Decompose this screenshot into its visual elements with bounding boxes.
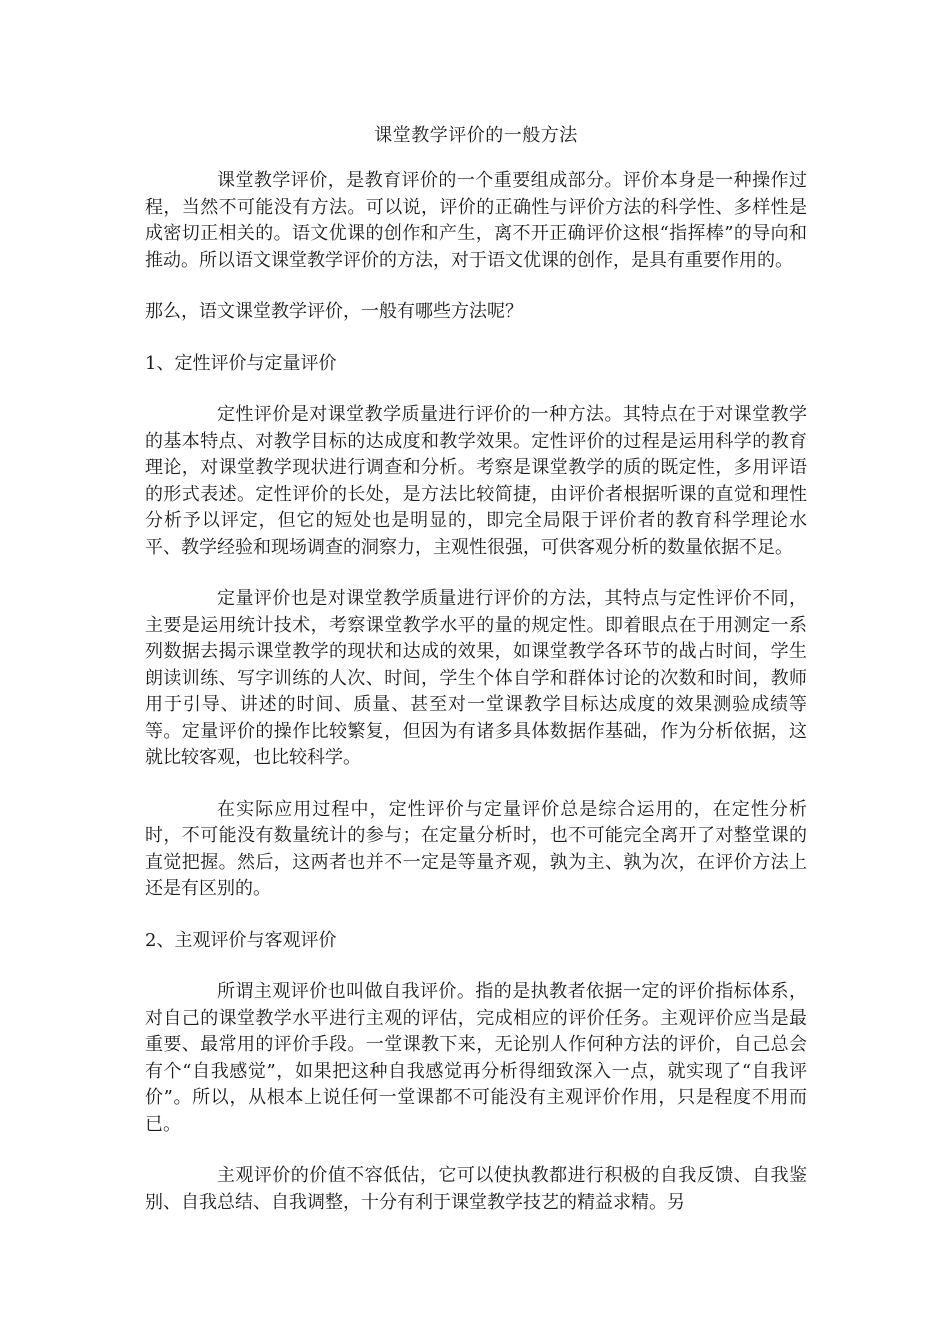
- paragraph-qualitative: 定性评价是对课堂教学质量进行评价的一种方法。其特点在于对课堂教学的基本特点、对教学目标的达成度和教学效果。定性评价的过程是运用科学的教育理论，对课堂教学现状进行调查和分析。考察是课堂教学的质的既定性，多用评语的形式表述。定性评价的长处，是方法比较简捷，由评价者根据听课的直觉和理性分析予以评定，但它的短处也是明显的，即完全局限于评价者的教育科学理论水平、教学经验和现场调查的洞察力，主观性很强，可供客观分析的数量依据不足。: [145, 404, 807, 558]
- paragraph-subjective: 所谓主观评价也叫做自我评价。指的是执教者依据一定的评价指标体系，对自己的课堂教学水平进行主观的评估，完成相应的评价任务。主观评价应当是最重要、最常用的评价手段。一堂课教下来，无论别人作何种方法的评价，自己总会有个“自我感觉”，如果把这种自我感觉再分析得细致深入一点，就实现了“自我评价”。所以，从根本上说任何一堂课都不可能没有主观评价作用，只是程度不用而已。: [145, 981, 807, 1135]
- section-heading-2: 2、主观评价与客观评价: [145, 929, 337, 951]
- document-title: 课堂教学评价的一般方法: [374, 125, 578, 146]
- paragraph-quantitative: 定量评价也是对课堂教学质量进行评价的方法，其特点与定性评价不同，主要是运用统计技术，考察课堂教学水平的量的规定性。即着眼点在于用测定一系列数据去揭示课堂教学的现状和达成的效果，如课堂教学各环节的战占时间，学生朗读训练、写字训练的人次、时间，学生个体自学和群体讨论的次数和时间，教师用于引导、讲述的时间、质量、甚至对一堂课教学目标达成度的效果测验成绩等等。定量评价的操作比较繁复，但因为有诸多具体数据作基础，作为分析依据，这就比较客观，也比较科学。: [145, 588, 807, 768]
- paragraph-combined: 在实际应用过程中，定性评价与定量评价总是综合运用的，在定性分析时，不可能没有数量统计的参与；在定量分析时，也不可能完全离开了对整堂课的直觉把握。然后，这两者也并不一定是等量齐观，孰为主、孰为次，在评价方法上还是有区别的。: [145, 798, 807, 899]
- section-heading-1: 1、定性评价与定量评价: [145, 352, 337, 374]
- paragraph-intro: 课堂教学评价，是教育评价的一个重要组成部分。评价本身是一种操作过程，当然不可能没有方法。可以说，评价的正确性与评价方法的科学性、多样性是成密切正相关的。语文优课的创作和产生，离不开正确评价这根“指挥棒”的导向和推动。所以语文课堂教学评价的方法，对于语文优课的创作，是具有重要作用的。: [145, 170, 807, 271]
- paragraph-question: 那么，语文课堂教学评价，一般有哪些方法呢？: [145, 301, 523, 322]
- document-page: [145, 124, 807, 1216]
- paragraph-subjective-value: 主观评价的价值不容低估，它可以使执教都进行积极的自我反馈、自我鉴别、自我总结、自我调整，十分有利于课堂教学技艺的精益求精。另: [145, 1165, 807, 1213]
